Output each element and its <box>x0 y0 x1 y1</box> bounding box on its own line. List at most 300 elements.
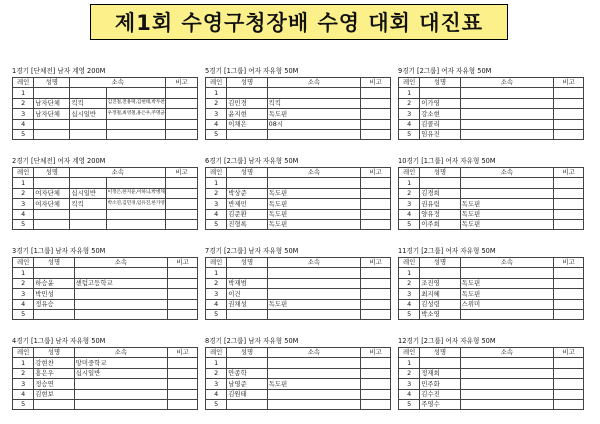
table-cell: 이채은 <box>227 119 267 129</box>
lane-cell: 2 <box>206 188 227 198</box>
lane-cell: 3 <box>399 379 420 389</box>
table-cell <box>106 129 166 139</box>
table-cell <box>267 88 361 98</box>
heat-table <box>12 77 198 140</box>
heat-block <box>205 246 393 320</box>
lane-cell: 3 <box>399 289 420 299</box>
table-cell: 독도핀 <box>267 379 361 389</box>
table-cell <box>34 268 74 278</box>
table-row <box>399 389 584 399</box>
table-cell <box>361 88 391 98</box>
table-cell: 이주희 <box>420 219 460 229</box>
table-cell <box>227 309 267 319</box>
table-cell <box>460 309 554 319</box>
table-cell <box>74 389 168 399</box>
table-cell <box>460 88 554 98</box>
table-cell <box>361 358 391 368</box>
column-header: 소속 <box>460 78 554 88</box>
lane-cell: 4 <box>206 119 227 129</box>
lane-cell: 5 <box>399 219 420 229</box>
table-cell <box>361 219 391 229</box>
table-cell: 하승윤 <box>34 278 74 288</box>
table-cell <box>70 209 106 219</box>
table-row <box>399 299 584 309</box>
heat-title: 9경기 [2그룹] 여자 자유형 50M <box>398 67 492 75</box>
heat-header-row <box>399 78 584 88</box>
table-cell <box>554 379 584 389</box>
table-cell <box>70 88 106 98</box>
table-cell <box>267 289 361 299</box>
table-cell <box>460 109 554 119</box>
lane-cell: 5 <box>399 129 420 139</box>
table-row <box>206 199 391 209</box>
table-cell: 김민경 <box>227 98 267 108</box>
table-row <box>206 178 391 188</box>
table-cell <box>460 368 554 378</box>
table-cell: 박소연,김민경,임유진,한가영 <box>106 199 166 209</box>
table-row <box>206 98 391 108</box>
column-header: 비고 <box>361 168 391 178</box>
lane-cell: 5 <box>206 129 227 139</box>
table-cell <box>227 88 267 98</box>
table-row <box>399 358 584 368</box>
lane-cell: 5 <box>206 399 227 409</box>
table-cell <box>106 219 166 229</box>
table-cell <box>361 109 391 119</box>
table-cell: 김수진 <box>420 389 460 399</box>
table-cell <box>554 98 584 108</box>
table-row <box>13 199 198 209</box>
table-row <box>399 368 584 378</box>
table-cell <box>460 389 554 399</box>
table-row <box>399 268 584 278</box>
table-cell <box>460 358 554 368</box>
lane-cell: 5 <box>13 129 34 139</box>
heat-header-row <box>206 348 391 358</box>
table-cell: 08시 <box>267 119 361 129</box>
table-row <box>399 379 584 389</box>
table-cell <box>106 88 166 98</box>
table-cell <box>554 119 584 129</box>
table-cell <box>166 109 198 119</box>
column-header: 성명 <box>34 258 74 268</box>
table-cell: 남영준 <box>227 379 267 389</box>
table-cell: 십시일반 <box>70 188 106 198</box>
table-row <box>399 88 584 98</box>
table-row <box>206 209 391 219</box>
table-cell <box>166 219 198 229</box>
table-cell: 정유승 <box>34 299 74 309</box>
table-row <box>13 309 198 319</box>
table-cell <box>361 119 391 129</box>
column-header: 레인 <box>399 168 420 178</box>
column-header: 레인 <box>206 348 227 358</box>
lane-cell: 5 <box>13 309 34 319</box>
table-cell <box>361 98 391 108</box>
lane-cell: 5 <box>206 309 227 319</box>
column-header: 레인 <box>13 348 34 358</box>
heat-header-row <box>13 78 198 88</box>
table-row <box>13 268 198 278</box>
heat-title: 4경기 [1그룹] 남자 자유형 50M <box>12 337 106 345</box>
lane-cell: 4 <box>206 209 227 219</box>
heat-block <box>398 156 586 230</box>
table-cell: 독도핀 <box>460 209 554 219</box>
heat-title: 8경기 [2그룹] 남자 자유형 50M <box>205 337 299 345</box>
table-cell: 강현찬 <box>34 358 74 368</box>
table-cell <box>168 309 198 319</box>
table-cell <box>554 389 584 399</box>
table-row <box>13 368 198 378</box>
table-cell <box>267 268 361 278</box>
lane-cell: 1 <box>399 268 420 278</box>
lane-cell: 2 <box>206 368 227 378</box>
table-cell <box>460 268 554 278</box>
heat-block <box>398 246 586 320</box>
lane-cell: 1 <box>206 88 227 98</box>
table-cell <box>227 358 267 368</box>
table-cell <box>106 178 166 188</box>
table-cell: 김콜리 <box>420 119 460 129</box>
heat-block <box>398 66 586 140</box>
column-header: 비고 <box>554 258 584 268</box>
heat-title: 11경기 [2그룹] 여자 자유형 50M <box>398 247 496 255</box>
table-cell <box>227 129 267 139</box>
table-cell <box>554 358 584 368</box>
table-cell <box>34 178 70 188</box>
table-row <box>13 119 198 129</box>
table-cell <box>460 379 554 389</box>
table-cell <box>554 209 584 219</box>
table-row <box>399 199 584 209</box>
table-row <box>206 358 391 368</box>
table-cell <box>554 309 584 319</box>
table-cell <box>227 399 267 409</box>
column-header: 비고 <box>554 168 584 178</box>
lane-cell: 2 <box>13 98 34 108</box>
table-cell <box>420 88 460 98</box>
table-cell <box>420 268 460 278</box>
lane-cell: 2 <box>13 278 34 288</box>
table-cell <box>227 268 267 278</box>
lane-cell: 5 <box>13 219 34 229</box>
table-cell <box>34 219 70 229</box>
heat-header-row <box>206 78 391 88</box>
table-row <box>13 178 198 188</box>
table-cell <box>361 209 391 219</box>
table-row <box>399 98 584 108</box>
title-banner <box>90 4 508 40</box>
heat-title: 7경기 [2그룹] 남자 자유형 50M <box>205 247 299 255</box>
lane-cell: 1 <box>206 178 227 188</box>
table-cell <box>74 289 168 299</box>
table-cell <box>106 209 166 219</box>
table-cell: 홍은우 <box>34 368 74 378</box>
column-header: 비고 <box>361 258 391 268</box>
lane-cell: 2 <box>399 188 420 198</box>
table-row <box>206 289 391 299</box>
table-row <box>13 358 198 368</box>
table-cell: 김현보 <box>34 389 74 399</box>
table-cell: 진형록 <box>227 219 267 229</box>
lane-cell: 2 <box>13 188 34 198</box>
column-header: 소속 <box>267 258 361 268</box>
table-cell <box>460 399 554 409</box>
table-cell <box>420 178 460 188</box>
table-cell <box>554 109 584 119</box>
lane-cell: 2 <box>399 98 420 108</box>
table-cell: 이가영 <box>420 98 460 108</box>
table-cell: 정승연 <box>34 379 74 389</box>
table-cell: 독도핀 <box>460 219 554 229</box>
table-cell <box>74 268 168 278</box>
table-cell <box>554 299 584 309</box>
table-cell: 남자단체 <box>34 98 70 108</box>
table-cell: 김진철,전용택,김현태,박두찬 <box>106 98 166 108</box>
table-cell <box>34 119 70 129</box>
column-header: 성명 <box>227 348 267 358</box>
table-cell <box>460 129 554 139</box>
table-cell <box>168 399 198 409</box>
table-row <box>206 309 391 319</box>
table-cell <box>166 209 198 219</box>
table-cell <box>34 129 70 139</box>
table-cell: 센텀고등학교 <box>74 278 168 288</box>
heat-title: 2경기 [단체전] 여자 계영 200M <box>12 157 106 165</box>
lane-cell: 3 <box>13 109 34 119</box>
table-cell <box>460 188 554 198</box>
lane-cell: 3 <box>13 379 34 389</box>
table-cell <box>554 268 584 278</box>
lane-cell: 4 <box>13 119 34 129</box>
table-cell <box>267 309 361 319</box>
table-cell <box>554 278 584 288</box>
table-cell <box>70 178 106 188</box>
table-cell <box>168 278 198 288</box>
table-row <box>399 278 584 288</box>
heat-block <box>205 66 393 140</box>
table-row <box>399 209 584 219</box>
heat-table <box>398 347 584 410</box>
lane-cell: 4 <box>399 119 420 129</box>
column-header: 레인 <box>13 78 34 88</box>
table-row <box>206 399 391 409</box>
lane-cell: 5 <box>399 399 420 409</box>
column-header: 레인 <box>399 78 420 88</box>
table-cell: 여자단체 <box>34 188 70 198</box>
table-cell <box>361 178 391 188</box>
table-cell <box>267 368 361 378</box>
column-header: 비고 <box>554 348 584 358</box>
column-header: 비고 <box>554 78 584 88</box>
table-cell <box>554 219 584 229</box>
lane-cell: 2 <box>399 278 420 288</box>
table-cell: 박상준 <box>227 188 267 198</box>
heat-header-row <box>206 168 391 178</box>
table-row <box>399 129 584 139</box>
table-cell <box>267 129 361 139</box>
table-cell <box>34 209 70 219</box>
table-row <box>206 219 391 229</box>
table-cell: 독도핀 <box>267 219 361 229</box>
heat-header-row <box>399 168 584 178</box>
heat-table <box>12 167 198 230</box>
lane-cell: 4 <box>206 299 227 309</box>
table-cell <box>168 268 198 278</box>
column-header: 비고 <box>168 348 198 358</box>
table-cell <box>554 368 584 378</box>
table-cell <box>267 278 361 288</box>
table-row <box>206 368 391 378</box>
lane-cell: 1 <box>13 358 34 368</box>
table-cell <box>267 389 361 399</box>
table-cell <box>168 289 198 299</box>
table-cell <box>166 88 198 98</box>
table-cell <box>267 358 361 368</box>
table-cell <box>166 119 198 129</box>
table-cell <box>361 399 391 409</box>
heat-table <box>12 257 198 320</box>
lane-cell: 2 <box>206 98 227 108</box>
table-row <box>399 399 584 409</box>
table-cell: 박소영 <box>420 309 460 319</box>
table-row <box>399 119 584 129</box>
column-header: 비고 <box>168 258 198 268</box>
table-cell <box>361 309 391 319</box>
lane-cell: 4 <box>399 209 420 219</box>
lane-cell: 4 <box>13 299 34 309</box>
table-cell <box>361 199 391 209</box>
lane-cell: 2 <box>399 368 420 378</box>
table-cell: 임유진 <box>420 129 460 139</box>
table-row <box>13 278 198 288</box>
table-row <box>13 188 198 198</box>
heat-title: 3경기 [1그룹] 남자 자유형 50M <box>12 247 106 255</box>
table-cell: 독도핀 <box>460 278 554 288</box>
column-header: 성명 <box>34 168 70 178</box>
table-cell: 이정은,한지윤,이하늬,박병채 <box>106 188 166 198</box>
table-cell: 김준환 <box>227 209 267 219</box>
table-row <box>399 178 584 188</box>
table-cell <box>460 119 554 129</box>
table-row <box>13 98 198 108</box>
table-cell <box>554 289 584 299</box>
column-header: 성명 <box>34 348 74 358</box>
column-header: 비고 <box>166 78 198 88</box>
heat-header-row <box>13 168 198 178</box>
lane-cell: 1 <box>206 358 227 368</box>
table-cell: 독도핀 <box>267 109 361 119</box>
heat-table <box>398 257 584 320</box>
table-cell <box>70 219 106 229</box>
table-cell: 독도핀 <box>267 188 361 198</box>
lane-cell: 5 <box>206 219 227 229</box>
table-cell <box>34 309 74 319</box>
table-cell <box>166 178 198 188</box>
heat-header-row <box>206 258 391 268</box>
table-cell <box>166 129 198 139</box>
heat-block <box>398 336 586 410</box>
table-cell <box>34 399 74 409</box>
column-header: 소속 <box>74 258 168 268</box>
heat-table <box>205 347 391 410</box>
table-cell <box>361 278 391 288</box>
heat-table <box>205 257 391 320</box>
table-cell <box>361 268 391 278</box>
table-cell <box>361 368 391 378</box>
heat-title: 10경기 [1그룹] 여자 자유형 50M <box>398 157 496 165</box>
heat-header-row <box>13 258 198 268</box>
lane-cell: 4 <box>13 389 34 399</box>
lane-cell: 4 <box>399 389 420 399</box>
heat-header-row <box>399 348 584 358</box>
table-row <box>206 379 391 389</box>
column-header: 성명 <box>420 78 460 88</box>
heat-title: 6경기 [2그룹] 남자 자유형 50M <box>205 157 299 165</box>
table-row <box>399 309 584 319</box>
column-header: 성명 <box>227 78 267 88</box>
table-cell: 양유정 <box>420 209 460 219</box>
page-title: 제1회 수영구청장배 수영 대회 대진표 <box>114 11 484 35</box>
heat-table <box>398 167 584 230</box>
lane-cell: 5 <box>13 399 34 409</box>
column-header: 소속 <box>460 168 554 178</box>
heat-table <box>12 347 198 410</box>
table-cell: 박재범 <box>227 278 267 288</box>
table-row <box>13 299 198 309</box>
table-cell: 남자단체 <box>34 109 70 119</box>
heat-title: 1경기 [단체전] 남자 계영 200M <box>12 67 106 75</box>
table-cell: 십시일반 <box>74 368 168 378</box>
table-cell <box>554 129 584 139</box>
table-cell <box>554 399 584 409</box>
table-cell <box>361 188 391 198</box>
lane-cell: 2 <box>13 368 34 378</box>
table-row <box>206 129 391 139</box>
table-cell: 민주화 <box>420 379 460 389</box>
table-cell: 십시일반 <box>70 109 106 119</box>
table-row <box>13 389 198 399</box>
column-header: 비고 <box>361 78 391 88</box>
column-header: 레인 <box>206 168 227 178</box>
heat-table <box>398 77 584 140</box>
lane-cell: 1 <box>13 88 34 98</box>
table-cell <box>460 178 554 188</box>
table-row <box>206 389 391 399</box>
heat-header-row <box>399 258 584 268</box>
table-row <box>399 219 584 229</box>
lane-cell: 3 <box>206 379 227 389</box>
table-cell: 킥킥 <box>70 98 106 108</box>
lane-cell: 4 <box>206 389 227 399</box>
table-cell: 권유림 <box>420 199 460 209</box>
table-cell <box>166 199 198 209</box>
table-cell: 김원태 <box>227 389 267 399</box>
table-cell <box>420 358 460 368</box>
table-row <box>13 399 198 409</box>
table-cell: 우정철,최영철,홍은우,주명균 <box>106 109 166 119</box>
lane-cell: 2 <box>206 278 227 288</box>
table-cell <box>166 98 198 108</box>
column-header: 성명 <box>227 258 267 268</box>
lane-cell: 5 <box>399 309 420 319</box>
lane-cell: 1 <box>399 178 420 188</box>
table-row <box>399 289 584 299</box>
table-row <box>13 88 198 98</box>
table-row <box>399 188 584 198</box>
column-header: 소속 <box>74 348 168 358</box>
column-header: 소속 <box>267 168 361 178</box>
